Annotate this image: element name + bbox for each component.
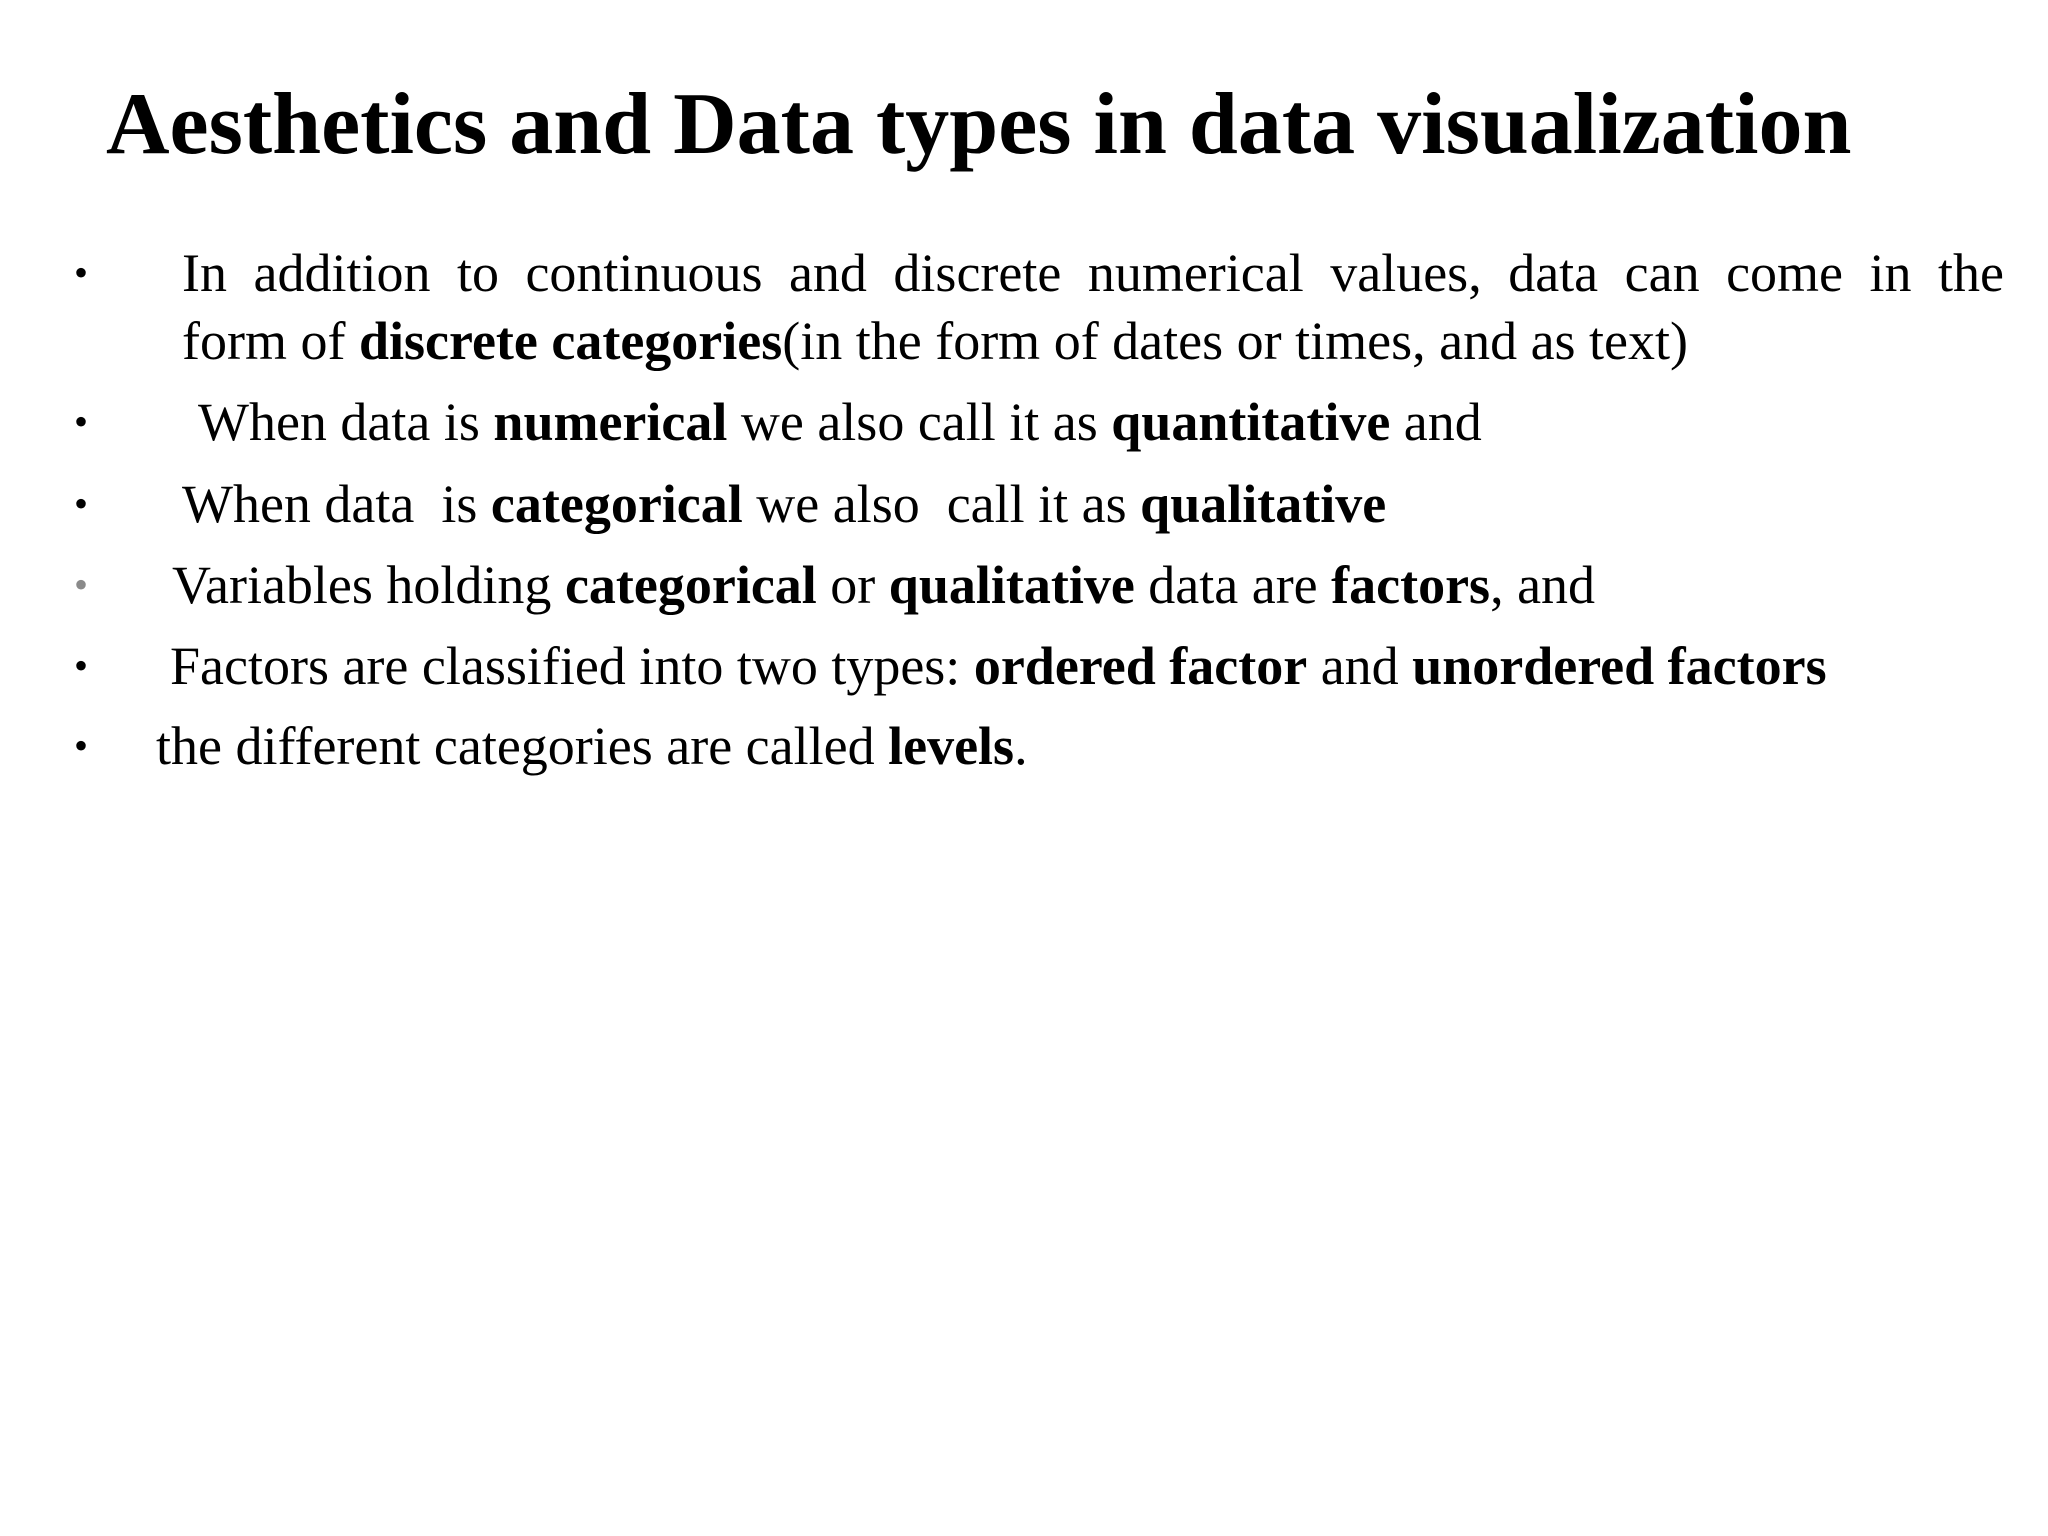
bullet-text (182, 239, 2004, 375)
bold-term: categorical (564, 555, 817, 615)
text-run: data are (1134, 555, 1332, 615)
text-run: and (1307, 636, 1413, 696)
text-run: we also call it as (727, 392, 1112, 452)
bold-term: unordered factors (1412, 636, 1827, 696)
text-run: we also call it as (742, 474, 1141, 534)
bold-term: quantitative (1111, 392, 1391, 452)
text-run: (in the form of dates or times, and as text) (782, 311, 1689, 371)
text-run: form of (182, 311, 359, 371)
bullet-dot: • (74, 723, 89, 768)
bullet-text (170, 632, 1827, 700)
bullet-text (172, 551, 1595, 619)
bullet-line: In addition to continuous and discrete numerical values, data can come in the (182, 243, 2004, 303)
text-run: Variables holding (172, 555, 565, 615)
text-run: and (1390, 392, 1482, 452)
text-run: When data is (198, 392, 494, 452)
bullet-dot: • (74, 643, 89, 688)
bold-term: ordered factor (973, 636, 1308, 696)
bold-term: numerical (493, 392, 728, 452)
bullet-dot: • (74, 399, 89, 444)
bold-term: levels (888, 716, 1015, 776)
bullet-text (156, 712, 1028, 780)
bullet-text (182, 470, 1386, 538)
bullet-line (198, 388, 1482, 456)
bullet-text (198, 388, 1482, 456)
bullet-dot: • (74, 481, 89, 526)
bold-term: qualitative (888, 555, 1135, 615)
bullet-dot: • (74, 562, 89, 607)
bullet-line (156, 712, 1028, 780)
bullet-line (182, 470, 1386, 538)
bullet-line (182, 307, 2004, 375)
bold-term: qualitative (1140, 474, 1387, 534)
bold-term: discrete categories (358, 311, 783, 371)
bullet-line (172, 551, 1595, 619)
text-run: Factors are classified into two types: (170, 636, 974, 696)
text-run: , and (1490, 555, 1596, 615)
text-run: When data is (182, 474, 491, 534)
bold-term: factors (1331, 555, 1491, 615)
bullet-line (170, 632, 1827, 700)
text-run: the different categories are called (156, 716, 889, 776)
bullet-dot: • (74, 250, 89, 295)
slide-title: Aesthetics and Data types in data visualization (106, 76, 1852, 173)
bold-term: categorical (490, 474, 743, 534)
text-run: . (1014, 716, 1028, 776)
text-run: or (816, 555, 889, 615)
